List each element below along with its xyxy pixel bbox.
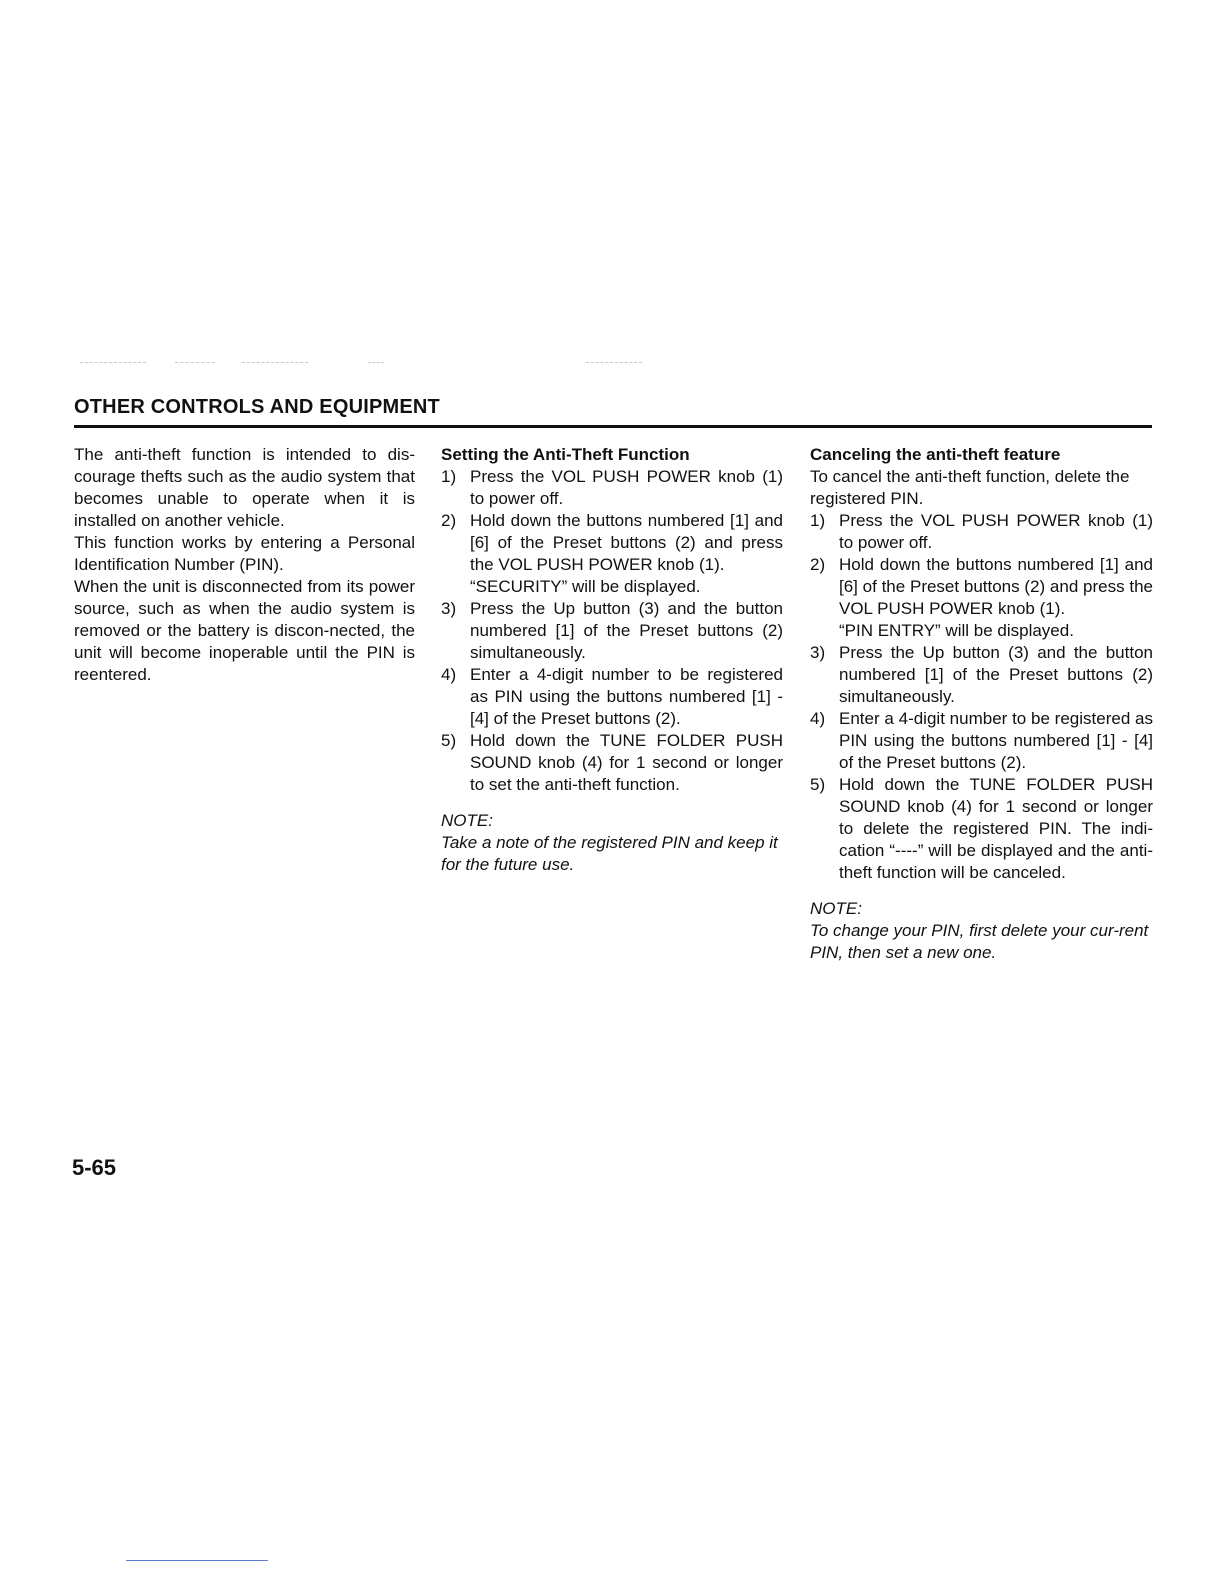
canceling-column (810, 444, 1153, 964)
step-text: Press the VOL PUSH POWER knob (1) to power off. (470, 467, 783, 508)
scan-artifact-line (242, 362, 308, 363)
scan-artifact-line (586, 362, 642, 363)
step-text: Press the Up button (3) and the button numbered [1] of the Preset buttons (2) simultaneously. (839, 643, 1153, 706)
list-item (810, 510, 1153, 554)
step-display-message: “SECURITY” will be displayed. (470, 577, 701, 596)
section-title: OTHER CONTROLS AND EQUIPMENT (74, 396, 440, 418)
step-number: 2) (810, 555, 826, 574)
note-text: To change your PIN, first delete your cur-rent PIN, then set a new one. (810, 921, 1149, 962)
step-text: Press the VOL PUSH POWER knob (1) to power off. (839, 511, 1153, 552)
step-text: Hold down the TUNE FOLDER PUSH SOUND knob (4) for 1 second or longer to delete the registered PIN. The indi-cation “----” will be displayed and the anti-theft function will be canceled. (839, 775, 1153, 882)
list-item (441, 466, 783, 510)
intro-paragraph: The anti-theft function is intended to dis-courage thefts such as the audio system that becomes unable to operate when it is installed on another vehicle. (74, 445, 415, 530)
header-rule (74, 425, 1152, 428)
step-text: Hold down the TUNE FOLDER PUSH SOUND knob (4) for 1 second or longer to set the anti-theft function. (470, 731, 783, 794)
scan-artifact-line (175, 362, 215, 363)
note-text: Take a note of the registered PIN and keep it for the future use. (441, 833, 778, 874)
step-number: 3) (810, 643, 826, 662)
step-number: 1) (441, 467, 457, 486)
step-text: Enter a 4-digit number to be registered as PIN using the buttons numbered [1] - [4] of the Preset buttons (2). (470, 665, 783, 728)
step-text: Hold down the buttons numbered [1] and [6] of the Preset buttons (2) and press the VOL PUSH POWER knob (1). (839, 555, 1153, 618)
step-text: Enter a 4-digit number to be registered as PIN using the buttons numbered [1] - [4] of the Preset buttons (2). (839, 709, 1153, 772)
step-text: Hold down the buttons numbered [1] and [6] of the Preset buttons (2) and press the VOL PUSH POWER knob (1). (470, 511, 783, 574)
list-item (441, 730, 783, 796)
setting-column (441, 444, 783, 876)
page-number: 5-65 (72, 1155, 117, 1180)
list-item (810, 554, 1153, 642)
list-item (810, 642, 1153, 708)
canceling-steps (810, 510, 1153, 884)
scan-artifact-line (80, 362, 146, 363)
intro-paragraph: When the unit is disconnected from its power source, such as when the audio system is removed or the battery is discon-nected, the unit will become inoperable until the PIN is reentered. (74, 577, 415, 684)
setting-steps (441, 466, 783, 796)
list-item (441, 664, 783, 730)
list-item (441, 510, 783, 598)
step-number: 2) (441, 511, 457, 530)
intro-column (74, 444, 415, 686)
step-number: 5) (810, 775, 826, 794)
scan-artifact-line (126, 1560, 268, 1561)
step-number: 4) (810, 709, 826, 728)
list-item (810, 708, 1153, 774)
canceling-heading: Canceling the anti-theft feature (810, 445, 1061, 464)
intro-paragraph: This function works by entering a Personal Identification Number (PIN). (74, 533, 415, 574)
list-item (441, 598, 783, 664)
step-number: 3) (441, 599, 457, 618)
setting-heading: Setting the Anti-Theft Function (441, 445, 690, 464)
scan-artifact-line (368, 362, 384, 363)
step-display-message: “PIN ENTRY” will be displayed. (839, 621, 1074, 640)
step-number: 5) (441, 731, 457, 750)
step-text: Press the Up button (3) and the button numbered [1] of the Preset buttons (2) simultaneously. (470, 599, 783, 662)
canceling-intro: To cancel the anti-theft function, delete the registered PIN. (810, 467, 1130, 508)
step-number: 1) (810, 511, 826, 530)
note-label: NOTE: (810, 899, 862, 918)
list-item (810, 774, 1153, 884)
note-label: NOTE: (441, 811, 493, 830)
step-number: 4) (441, 665, 457, 684)
